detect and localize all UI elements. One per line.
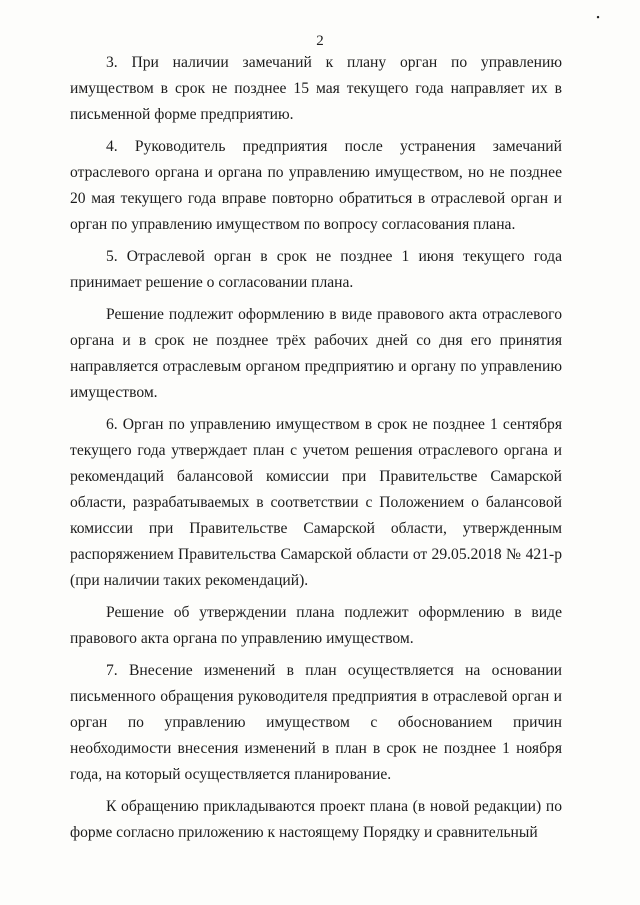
document-body [70, 50, 562, 852]
paragraph-decision-act: Решение подлежит оформлению в виде правового акта отраслевого органа и в срок не позднее трёх рабочих дней со дня его принятия направляется отраслевым органом предприятию и органу по управлению имуществом. [70, 306, 562, 401]
paragraph-item-4: 4. Руководитель предприятия после устранения замечаний отраслевого органа и органа по управлению имуществом, но не позднее 20 мая текущего года вправе повторно обратиться в отраслевой орган и орган по управлению имуществом по вопросу согласования плана. [70, 138, 562, 233]
paragraph-item-3: 3. При наличии замечаний к плану орган по управлению имуществом в срок не позднее 15 мая текущего года направляет их в письменной форме предприятию. [70, 54, 562, 123]
paragraph-item-7: 7. Внесение изменений в план осуществляется на основании письменного обращения руководителя предприятия в отраслевой орган и орган по управлению имуществом с обоснованием причин необходимости внесения изменений в план в срок не позднее 1 ноября года, на который осуществляется планирование. [70, 662, 562, 783]
paragraph-item-6: 6. Орган по управлению имуществом в срок не позднее 1 сентября текущего года утверждает план с учетом решения отраслевого органа и рекомендаций балансовой комиссии при Правительстве Самарской области, разрабатываемых в соответствии с Положением о балансовой комиссии при Правительстве Самарской области, утвержденным распоряжением Правительства Самарской области от 29.05.2018 № 421-р (при наличии таких рекомендаций). [70, 416, 562, 589]
corner-mark: · [593, 9, 604, 27]
page-number: 2 [316, 33, 324, 49]
paragraph-approval-act: Решение об утверждении плана подлежит оформлению в виде правового акта органа по управлению имуществом. [70, 604, 562, 647]
paragraph-item-5: 5. Отраслевой орган в срок не позднее 1 июня текущего года принимает решение о согласовании плана. [70, 248, 562, 291]
paragraph-attachments: К обращению прикладываются проект плана (в новой редакции) по форме согласно приложению к настоящему Порядку и сравнительный [70, 798, 562, 841]
